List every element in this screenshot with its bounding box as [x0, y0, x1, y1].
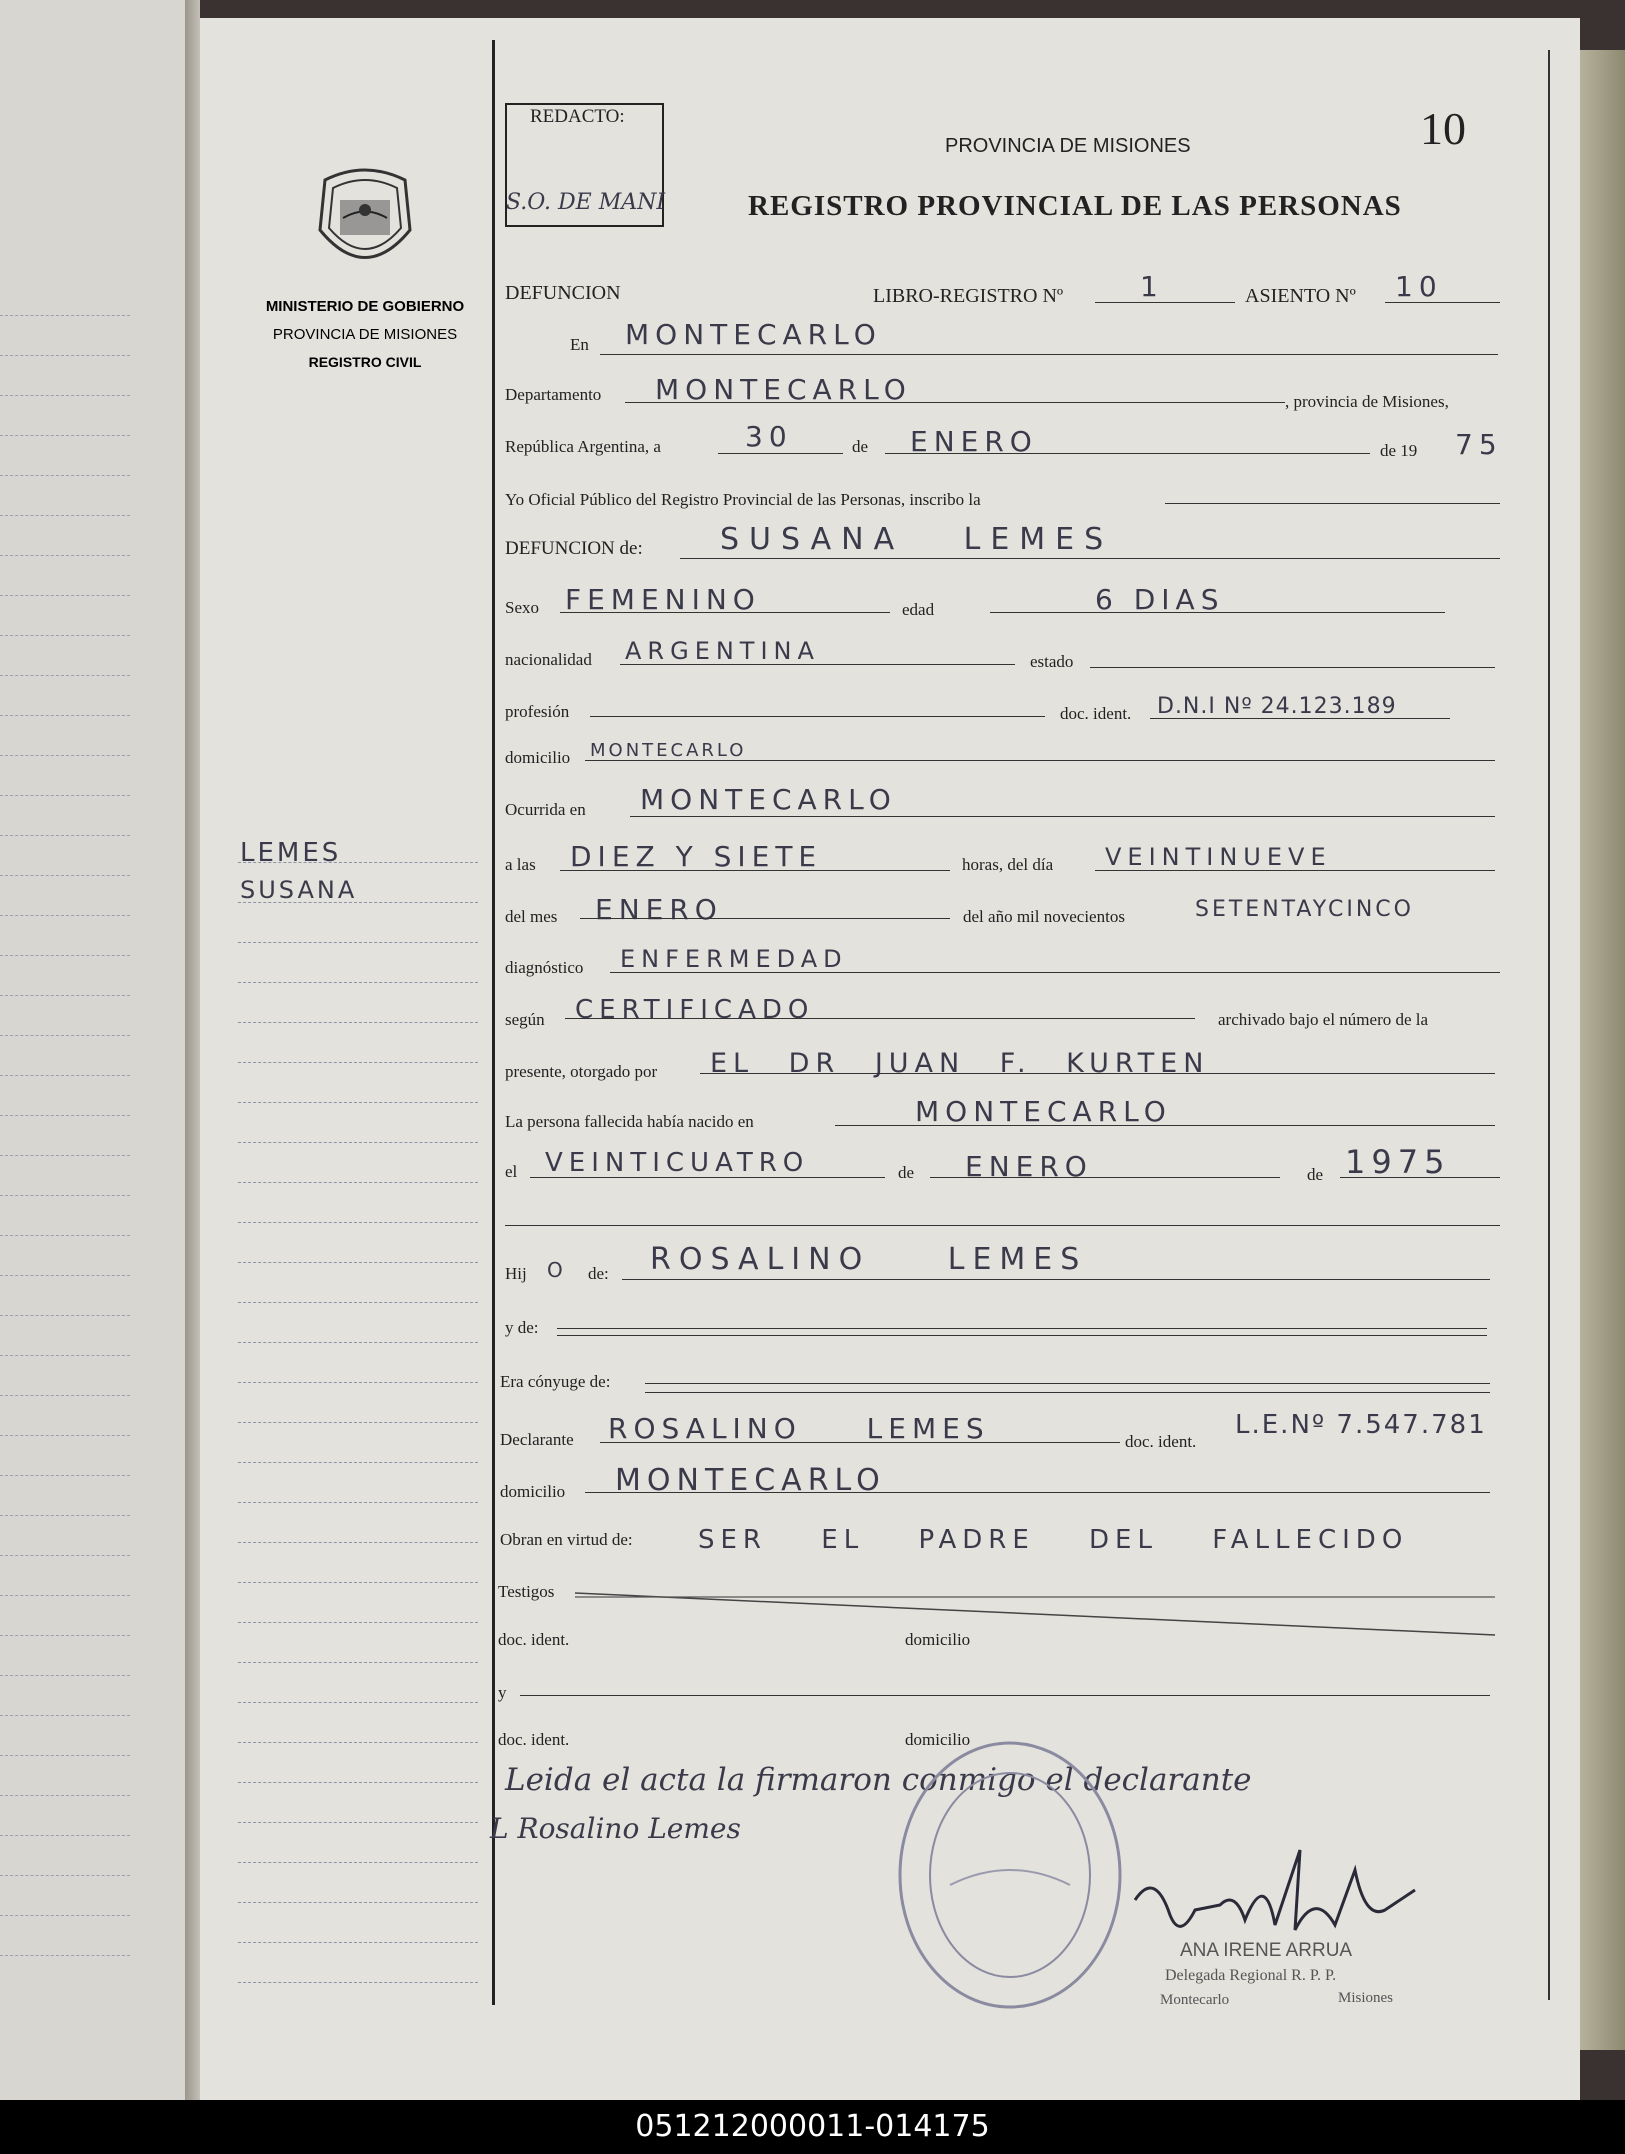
hijo-value: ROSALINO LEMES — [650, 1242, 1088, 1277]
margin-surname: LEMES — [240, 838, 342, 868]
nacido-label: La persona fallecida había nacido en — [505, 1112, 754, 1131]
signer-place: Montecarlo — [1160, 1992, 1230, 2008]
yde-label: y de: — [505, 1318, 539, 1337]
sexo-value: FEMENINO — [565, 583, 761, 616]
diagnostico-label: diagnóstico — [505, 958, 584, 977]
nacionalidad-value: ARGENTINA — [625, 637, 820, 665]
archivado-label: archivado bajo el número de la — [1218, 1010, 1429, 1029]
alas-label: a las — [505, 855, 536, 874]
mes-value: ENERO — [595, 893, 723, 926]
month-value: ENERO — [910, 425, 1038, 458]
left-page — [0, 0, 185, 2100]
ocurrida-label: Ocurrida en — [505, 800, 586, 819]
oficial-text: Yo Oficial Público del Registro Provincial de las Personas, inscribo la — [505, 490, 981, 509]
y-label: y — [498, 1683, 507, 1702]
el-value: VEINTICUATRO — [545, 1148, 810, 1178]
sexo-label: Sexo — [505, 598, 539, 617]
conyuge-label: Era cónyuge de: — [500, 1372, 611, 1391]
edad-value: 6 DIAS — [1095, 583, 1225, 616]
doc-value: D.N.I Nº 24.123.189 — [1157, 694, 1397, 719]
diagnostico-value: ENFERMEDAD — [620, 945, 848, 973]
ministry-seal-icon — [305, 160, 425, 280]
anio-value: SETENTAYCINCO — [1195, 897, 1414, 922]
signer-role: Delegada Regional R. P. P. — [1165, 1967, 1337, 1984]
obran-label: Obran en virtud de: — [500, 1530, 633, 1549]
dia-value: VEINTINUEVE — [1105, 843, 1332, 871]
de19-label: de 19 — [1380, 441, 1418, 460]
registry-stamp-icon — [890, 1735, 1130, 2015]
asiento-label: ASIENTO Nº — [1245, 285, 1356, 307]
page-divider-line — [492, 40, 495, 2005]
doc-label: doc. ident. — [1060, 704, 1132, 723]
closing-line1: Leida el acta la firmaron conmigo el declarante — [505, 1762, 1252, 1798]
hij-suffix: O — [547, 1258, 566, 1282]
libro-label: LIBRO-REGISTRO Nº — [873, 285, 1064, 307]
nacionalidad-label: nacionalidad — [505, 650, 592, 669]
day-value: 30 — [745, 420, 793, 453]
obran-value: SER EL PADRE DEL FALLECIDO — [698, 1525, 1409, 1555]
doc-label-2: doc. ident. — [1125, 1432, 1197, 1451]
anio-label: del año mil novecientos — [963, 907, 1125, 926]
presente-label: presente, otorgado por — [505, 1062, 658, 1081]
book-spine — [185, 0, 200, 2100]
redacto-value: S.O. DE MANI — [506, 190, 666, 215]
domicilio-value: MONTECARLO — [590, 740, 747, 761]
asiento-value: 10 — [1395, 270, 1443, 303]
province-heading: PROVINCIA DE MISIONES — [945, 135, 1191, 157]
el-label: el — [505, 1162, 518, 1181]
signer-name: ANA IRENE ARRUA — [1180, 1940, 1353, 1961]
ocurrida-value: MONTECARLO — [640, 783, 897, 816]
alas-value: DIEZ Y SIETE — [570, 840, 823, 873]
signer-province: Misiones — [1338, 1990, 1394, 2006]
de-label-2: de — [898, 1163, 915, 1182]
edad-label: edad — [902, 600, 935, 619]
domicilio-label-4: domicilio — [905, 1730, 971, 1749]
testigos-label: Testigos — [498, 1582, 555, 1601]
libro-value: 1 — [1140, 270, 1164, 303]
hij-label: Hij — [505, 1264, 527, 1283]
en-value: MONTECARLO — [625, 318, 882, 351]
provincia-suffix: , provincia de Misiones, — [1285, 392, 1449, 411]
deceased-name: SUSANA LEMES — [720, 522, 1114, 557]
birth-year: 1975 — [1345, 1143, 1451, 1181]
doc-label-4: doc. ident. — [498, 1730, 570, 1749]
presente-value: EL DR JUAN F. KURTEN — [710, 1048, 1210, 1079]
delmes-label: del mes — [505, 907, 558, 926]
declarante-value: ROSALINO LEMES — [608, 1412, 990, 1445]
page-right-line — [1548, 50, 1550, 2000]
hij-de-label: de: — [588, 1264, 609, 1283]
republica-label: República Argentina, a — [505, 437, 661, 456]
barcode-id: 051212000011-014175 — [0, 2100, 1625, 2154]
en-label: En — [570, 335, 589, 354]
testigos-strike-line — [575, 1585, 1505, 1645]
type-label: DEFUNCION — [505, 282, 621, 304]
ministry-line1: MINISTERIO DE GOBIERNO — [265, 298, 465, 315]
page-number: 10 — [1420, 103, 1466, 154]
ministry-line3: REGISTRO CIVIL — [308, 354, 422, 370]
departamento-value: MONTECARLO — [655, 373, 912, 406]
defuncion-de-label: DEFUNCION de: — [505, 538, 643, 559]
departamento-label: Departamento — [505, 385, 602, 404]
de-label-3: de — [1307, 1165, 1324, 1184]
segun-value: CERTIFICADO — [575, 995, 815, 1025]
declarante-label: Declarante — [500, 1430, 574, 1449]
year-value: 75 — [1455, 428, 1503, 461]
doc-label-3: doc. ident. — [498, 1630, 570, 1649]
domicilio-label-2: domicilio — [500, 1482, 566, 1501]
de-label: de — [852, 437, 869, 456]
book-edge — [1580, 50, 1625, 2050]
closing-line2: L Rosalino Lemes — [490, 1812, 741, 1845]
nacido-value: MONTECARLO — [915, 1095, 1172, 1128]
declarante-doc: L.E.Nº 7.547.781 — [1235, 1410, 1487, 1440]
profesion-label: profesión — [505, 702, 570, 721]
domicilio-label: domicilio — [505, 748, 571, 767]
registry-title: REGISTRO PROVINCIAL DE LAS PERSONAS — [748, 190, 1402, 222]
estado-label: estado — [1030, 652, 1074, 671]
domicilio-label-3: domicilio — [905, 1630, 971, 1649]
domicilio2-value: MONTECARLO — [615, 1463, 886, 1498]
redacto-label: REDACTO: — [530, 106, 625, 127]
margin-name: SUSANA — [240, 876, 358, 904]
horas-label: horas, del día — [962, 855, 1054, 874]
birth-month: ENERO — [965, 1150, 1093, 1183]
segun-label: según — [505, 1010, 545, 1029]
ministry-line2: PROVINCIA DE MISIONES — [272, 326, 458, 343]
